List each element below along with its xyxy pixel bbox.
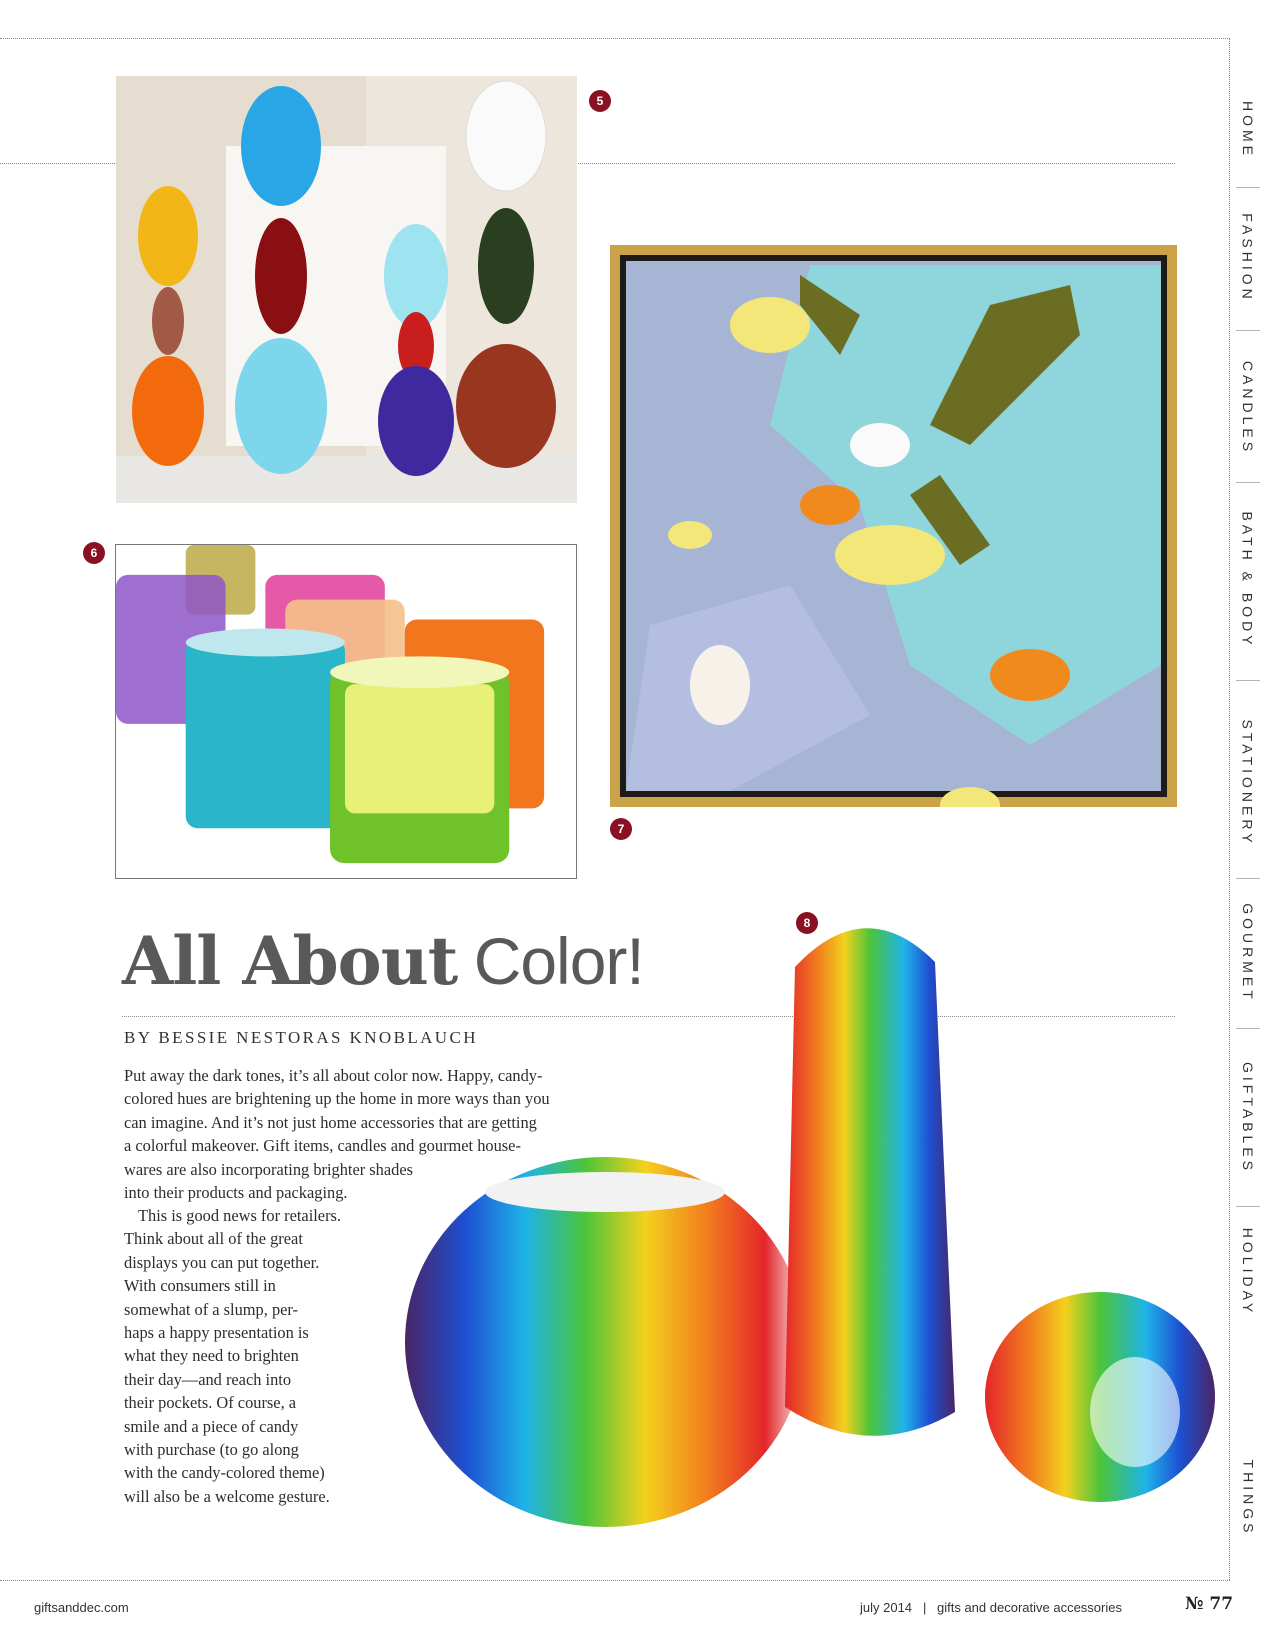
side-tab-divider [1236,1206,1260,1207]
text-line: into their products and packaging. [124,1183,348,1203]
item-number-badge: 8 [796,912,818,934]
footer-issue-date: july 2014 [860,1600,913,1615]
side-tab-things[interactable] [1228,1440,1268,1555]
article-paragraph-1 [124,1064,724,1204]
side-tab-bath-body[interactable] [1228,490,1268,670]
footer-dotted-rule [0,1580,1230,1581]
candles-photo [115,544,577,879]
text-line: Think about all of the great [124,1229,303,1249]
text-line: will also be a welcome gesture. [124,1486,330,1506]
side-tab-divider [1236,878,1260,879]
text-line: what they need to brighten [124,1346,299,1366]
text-line: displays you can put together. [124,1252,320,1272]
text-line: colored hues are brightening up the home in more ways than you [124,1089,550,1109]
article-title [122,922,644,1000]
footer-publication: gifts and decorative accessories [937,1600,1122,1615]
byline: BY BESSIE NESTORAS KNOBLAUCH [124,1028,478,1047]
side-tab-label: BATH & BODY [1240,511,1256,649]
hourglasses-photo [116,76,577,503]
text-line: with the candy-colored theme) [124,1463,325,1483]
text-line: with purchase (to go along [124,1440,299,1460]
item-number-badge: 6 [83,542,105,564]
side-tab-label: STATIONERY [1240,719,1256,847]
rainbow-glass-vases-photo [395,902,1235,1542]
item-number-badge: 5 [589,90,611,112]
side-tab-fashion[interactable] [1228,195,1268,320]
text-line: With consumers still in [124,1276,276,1296]
side-tab-stationery[interactable] [1228,688,1268,878]
text-line: smile and a piece of candy [124,1416,299,1436]
side-tab-holiday[interactable] [1228,1212,1268,1332]
footer-separator: | [923,1600,927,1615]
article-paragraph-2 [124,1204,394,1508]
article-title-bold: All About [122,922,458,1000]
side-tab-label: FASHION [1240,212,1256,303]
side-tab-label: HOME [1240,101,1256,159]
side-tab-label: GIFTABLES [1240,1061,1257,1174]
text-line: their day—and reach into [124,1369,292,1389]
side-tab-divider [1236,680,1260,681]
article-title-light: Color! [473,924,644,998]
text-line: haps a happy presentation is [124,1323,309,1343]
text-line: a colorful makeover. Gift items, candles and gourmet house- [124,1136,521,1156]
side-tab-divider [1236,330,1260,331]
text-line: Put away the dark tones, it’s all about color now. Happy, candy- [124,1066,543,1085]
side-tab-gourmet[interactable] [1228,885,1268,1020]
page-number: № 77 [1185,1594,1234,1614]
text-line: their pockets. Of course, a [124,1393,297,1413]
footer-website[interactable]: giftsanddec.com [34,1600,129,1615]
side-tab-candles[interactable] [1228,340,1268,475]
text-line: can imagine. And it’s not just home accessories that are getting [124,1112,537,1132]
side-tab-home[interactable] [1228,85,1268,175]
side-tab-divider [1236,187,1260,188]
text-line: This is good news for retailers. [138,1206,342,1225]
side-tab-label: THINGS [1240,1459,1257,1536]
side-tab-label: HOLIDAY [1240,1227,1256,1317]
side-tab-label: CANDLES [1240,360,1257,455]
side-tab-divider [1236,482,1260,483]
abstract-painting-photo [610,245,1177,807]
text-line: wares are also incorporating brighter shades [124,1159,414,1179]
side-tab-giftables[interactable] [1228,1035,1268,1200]
item-number-badge: 7 [610,818,632,840]
text-line: somewhat of a slump, per- [124,1299,299,1319]
side-tab-label: GOURMET [1240,902,1256,1003]
top-dotted-rule [0,38,1230,39]
side-tab-divider [1236,1028,1260,1029]
